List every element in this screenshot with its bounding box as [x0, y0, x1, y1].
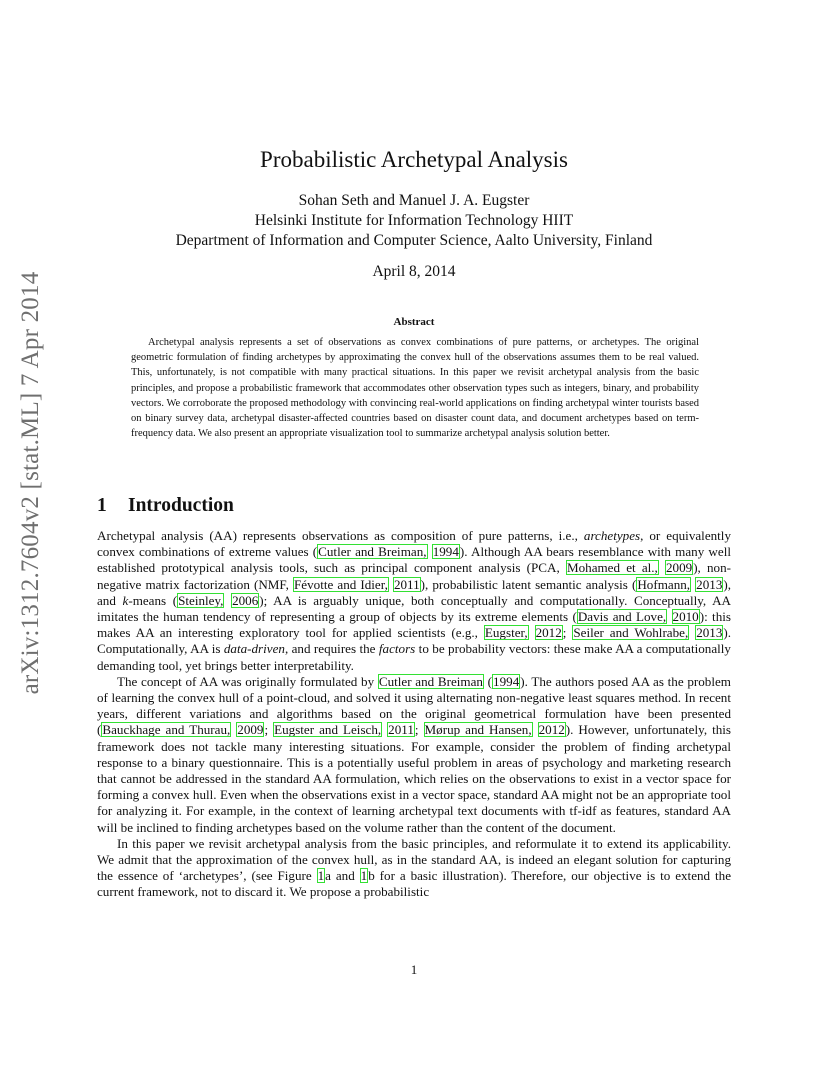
citation-link[interactable]: 2009	[237, 722, 264, 738]
citation-link[interactable]: Davis and Love,	[577, 609, 667, 625]
citation-link[interactable]: 2010	[672, 609, 699, 625]
paragraph: In this paper we revisit archetypal analysis from the basic principles, and reformulate it to extend its applicability. We admit that the approximation of the convex hull, as in the standard AA, is indeed an elegant solution for capturing the essence of ‘archetypes’, (see Figure 1a and 1b for a basic illustration). Therefore, our objective is to extend the current framework, not to discard it. We propose a probabilistic	[97, 835, 732, 900]
citation-link[interactable]: 2011	[393, 576, 420, 592]
paper-title: Probabilistic Archetypal Analysis	[260, 147, 568, 172]
citation-link[interactable]: 2009	[666, 560, 693, 576]
affiliation-institute: Helsinki Institute for Information Technology HIIT	[254, 212, 574, 229]
abstract	[131, 335, 699, 441]
citation-link[interactable]: Mørup and Hansen,	[424, 722, 532, 738]
figure-reference-link[interactable]: 1	[360, 868, 368, 884]
introduction-body	[97, 528, 731, 901]
arxiv-identifier-text: arXiv:1312.7604v2 [stat.ML] 7 Apr 2014	[17, 271, 44, 694]
citation-link[interactable]: 2012	[535, 625, 562, 641]
citation-link[interactable]: Eugster,	[484, 625, 528, 641]
term-factors: factors	[378, 641, 416, 657]
term-archetypes: archetypes	[583, 528, 641, 543]
abstract-heading: Abstract	[393, 316, 435, 328]
citation-link[interactable]: 2013	[696, 625, 723, 641]
citation-link[interactable]: Eugster and Leisch,	[274, 722, 382, 738]
paper-date: April 8, 2014	[372, 263, 456, 280]
citation-link[interactable]: Cutler and Breiman,	[318, 544, 427, 560]
citation-link[interactable]: 2011	[388, 722, 414, 738]
term-data-driven: data-driven	[223, 641, 285, 657]
citation-link[interactable]: 2012	[538, 722, 565, 738]
citation-link[interactable]: 1994	[493, 673, 520, 689]
citation-link[interactable]: Févotte and Idier,	[294, 576, 388, 592]
citation-link[interactable]: Mohamed et al.,	[566, 560, 658, 576]
math-k: k	[122, 592, 129, 608]
page-number: 1	[410, 962, 418, 977]
paragraph: Archetypal analysis (AA) represents observations as composition of pure patterns, i.e., archetypes, or equivalently convex combinations of extreme values (Cutler and Breiman, 1994). Although AA bears resemblance with many well established prototypical analysis tools, such as principal component analysis (PCA, Mohamed et al., 2009), non-negative matrix factorization (NMF, Févotte and Idier, 2011), probabilistic latent semantic analysis (Hofmann, 2013), and k-means (Steinley, 2006); AA is arguably unique, both conceptually and computationally. Conceptually, AA imitates the human tendency of representing a group of objects by its extreme elements (Davis and Love, 2010): this makes AA an interesting exploratory tool for applied scientists (e.g., Eugster, 2012; Seiler and Wohlrabe, 2013). Computationally, AA is data-driven, and requires the factors to be probability vectors: these make AA a computationally demanding tool, yet brings better interpretability.	[97, 528, 732, 673]
paragraph: The concept of AA was originally formulated by Cutler and Breiman (1994). The authors posed AA as the problem of learning the convex hull of a point-cloud, and solved it using alternating non-negative least squares method. In recent years, different variations and algorithms based on the original geometrical formulation have been presented (Bauckhage and Thurau, 2009; Eugster and Leisch, 2011; Mørup and Hansen, 2012). However, unfortunately, this framework does not tackle many interesting situations. For example, consider the problem of finding archetypal response to a binary questionnaire. This is a potentially useful problem in areas of psychology and marketing research that cannot be addressed in the standard AA formulation, which relies on the observations to exist in a vector space for forming a convex hull. Even when the observations exist in a vector space, standard AA might not be an appropriate tool for analyzing it. For example, in the context of learning archetypal text documents with tf-idf as features, standard AA will be inclined to finding archetypes based on the volume rather than the content of the document.	[97, 673, 732, 835]
citation-link[interactable]: 2013	[696, 576, 723, 592]
citation-link[interactable]: 1994	[432, 544, 459, 560]
citation-link[interactable]: Seiler and Wohlrabe,	[573, 625, 689, 641]
author-names: Sohan Seth and Manuel J. A. Eugster	[298, 192, 530, 209]
section-heading	[97, 494, 234, 518]
affiliation-department: Department of Information and Computer Science, Aalto University, Finland	[175, 232, 653, 249]
author-block	[0, 191, 828, 251]
abstract-text: Archetypal analysis represents a set of observations as convex combinations of pure patterns, or archetypes. The original geometric formulation of finding archetypes by approximating the convex hull of the observations assumes them to be real valued. This, unfortunately, is not compatible with many practical situations. In this paper we revisit archetypal analysis from the basic principles, and propose a probabilistic framework that accommodates other observation types such as integers, binary, and probability vectors. We corroborate the proposed methodology with convincing real-world applications on finding archetypal winter tourists based on binary survey data, archetypal disaster-affected countries based on disaster count data, and document archetypes based on term-frequency data. We also present an appropriate visualization tool to summarize archetypal analysis solution better.	[131, 337, 699, 440]
figure-reference-link[interactable]: 1	[317, 868, 325, 884]
citation-link[interactable]: Steinley,	[178, 592, 224, 608]
citation-link[interactable]: Cutler and Breiman	[378, 673, 483, 689]
citation-link[interactable]: Hofmann,	[637, 576, 691, 592]
arxiv-identifier	[8, 271, 54, 694]
section-number: 1	[97, 495, 107, 516]
citation-link[interactable]: Bauckhage and Thurau,	[102, 722, 231, 738]
section-title: Introduction	[128, 495, 234, 516]
citation-link[interactable]: 2006	[232, 592, 259, 608]
